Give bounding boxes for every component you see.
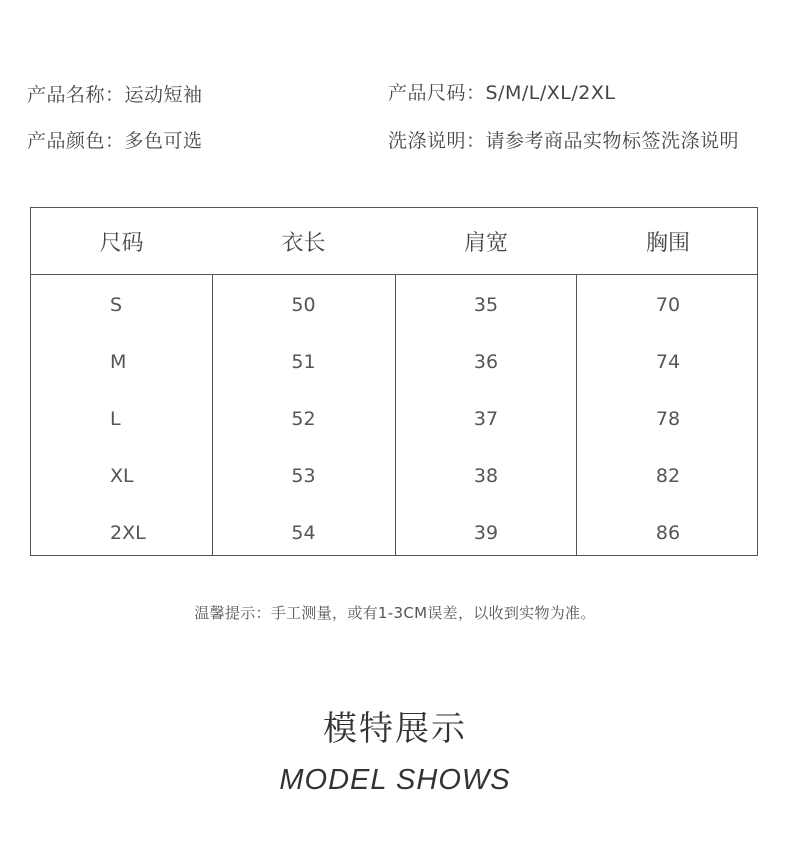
product-sizes: 产品尺码：S/M/L/XL/2XL	[388, 82, 616, 104]
cell-shoulder: 39	[473, 522, 499, 544]
cell-shoulder: 37	[473, 408, 499, 430]
measurement-tip: 温馨提示：手工测量，或有1-3CM误差，以收到实物为准。	[194, 604, 596, 622]
cell-chest: 78	[655, 408, 681, 430]
header-size: 尺码	[99, 231, 144, 256]
cell-size: XL	[110, 465, 134, 487]
cell-length: 52	[291, 408, 316, 430]
product-name: 产品名称：运动短袖	[27, 84, 203, 106]
product-color: 产品颜色：多色可选	[27, 130, 203, 152]
table-header	[31, 208, 757, 275]
header-chest: 胸围	[645, 231, 690, 256]
section-subtitle: MODEL SHOWS	[279, 764, 511, 796]
section-title: 模特展示	[323, 709, 467, 749]
header-length: 衣长	[281, 231, 326, 256]
size-table	[30, 207, 758, 556]
cell-chest: 86	[655, 522, 681, 544]
cell-shoulder: 38	[473, 465, 499, 487]
cell-length: 51	[291, 351, 316, 373]
header-shoulder: 肩宽	[463, 231, 508, 256]
cell-length: 54	[291, 522, 316, 544]
cell-size: L	[110, 408, 121, 430]
cell-length: 53	[291, 465, 316, 487]
cell-size: 2XL	[110, 522, 146, 544]
cell-shoulder: 35	[473, 294, 499, 316]
washing-instructions: 洗涤说明：请参考商品实物标签洗涤说明	[388, 130, 740, 152]
cell-size: S	[110, 294, 123, 316]
cell-chest: 74	[655, 351, 681, 373]
cell-chest: 70	[655, 294, 681, 316]
cell-chest: 82	[655, 465, 681, 487]
cell-size: M	[110, 351, 127, 373]
cell-shoulder: 36	[473, 351, 499, 373]
cell-length: 50	[291, 294, 316, 316]
